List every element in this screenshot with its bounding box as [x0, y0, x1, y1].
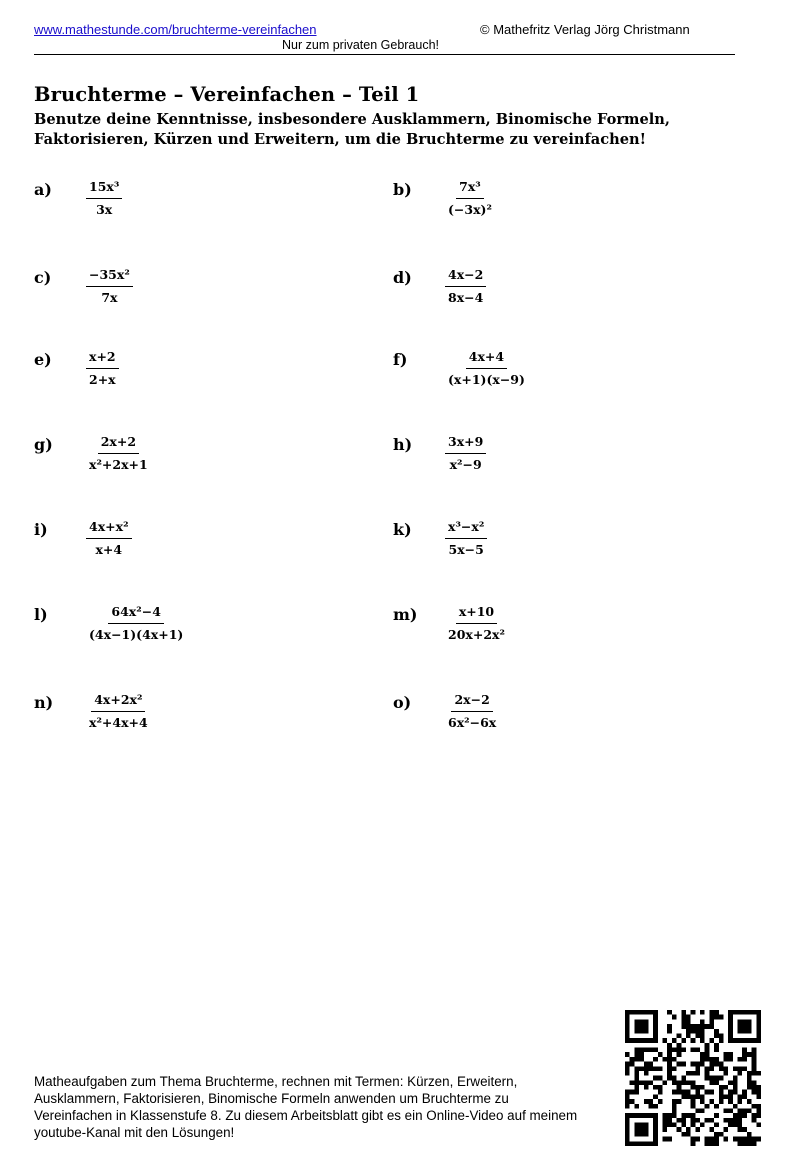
fraction — [445, 692, 499, 731]
numerator: x+10 — [456, 604, 497, 624]
fraction — [86, 267, 133, 306]
fraction — [445, 604, 508, 643]
exercise-label: l) — [34, 605, 48, 624]
numerator: −35x² — [86, 267, 133, 287]
numerator: 4x+x² — [86, 519, 132, 539]
exercise-label: b) — [393, 180, 412, 199]
exercise-label: a) — [34, 180, 52, 199]
fraction — [445, 267, 486, 306]
qr-code-icon[interactable] — [625, 1010, 761, 1146]
fraction — [86, 519, 132, 558]
numerator: 4x+2x² — [91, 692, 145, 712]
fraction — [445, 179, 495, 218]
fraction — [86, 349, 119, 388]
exercise-label: h) — [393, 435, 413, 454]
fraction — [86, 604, 186, 643]
numerator: 2x−2 — [451, 692, 492, 712]
denominator: 2+x — [89, 372, 116, 387]
fraction — [445, 434, 486, 473]
fraction — [445, 519, 487, 558]
exercise-label: c) — [34, 268, 52, 287]
exercise-label: i) — [34, 520, 48, 539]
numerator: 4x−2 — [445, 267, 486, 287]
footer-description: Matheaufgaben zum Thema Bruchterme, rechnen mit Termen: Kürzen, Erweitern, Ausklammern, Faktorisieren, Binomische Formeln anwenden um Bruchterme zu Vereinfachen in Klassenstufe 8. Zu diesem Arbeitsblatt gibt es ein Online-Video auf meinem youtube-Kanal mit den Lösungen! — [34, 1074, 578, 1140]
page-title: Bruchterme – Vereinfachen – Teil 1 — [34, 83, 420, 106]
denominator: (x+1)(x−9) — [448, 372, 525, 387]
numerator: 2x+2 — [98, 434, 139, 454]
denominator: 7x — [101, 290, 118, 305]
header-private-note: Nur zum privaten Gebrauch! — [282, 38, 440, 52]
instructions: Benutze deine Kenntnisse, insbesondere Ausklammern, Binomische Formeln, Faktorisieren, Kürzen und Erweitern, um die Bruchterme zu vereinfachen! — [34, 111, 670, 148]
exercise-label: n) — [34, 693, 54, 712]
denominator: x²−9 — [449, 457, 482, 472]
exercise-label: o) — [393, 693, 412, 712]
denominator: 6x²−6x — [448, 715, 497, 730]
denominator: x²+2x+1 — [89, 457, 148, 472]
exercise-label: d) — [393, 268, 412, 287]
numerator: x³−x² — [445, 519, 487, 539]
denominator: 3x — [96, 202, 113, 217]
header-url-link[interactable]: www.mathestunde.com/bruchterme-vereinfachen — [34, 22, 317, 37]
numerator: 4x+4 — [466, 349, 507, 369]
numerator: 64x²−4 — [108, 604, 164, 624]
denominator: x²+4x+4 — [89, 715, 148, 730]
fraction — [86, 179, 122, 218]
denominator: (4x−1)(4x+1) — [89, 627, 184, 642]
exercise-label: g) — [34, 435, 53, 454]
denominator: (−3x)² — [448, 202, 492, 217]
numerator: 15x³ — [86, 179, 122, 199]
fraction — [86, 434, 151, 473]
exercise-label: e) — [34, 350, 52, 369]
header-copyright: © Mathefritz Verlag Jörg Christmann — [480, 22, 690, 37]
denominator: 8x−4 — [448, 290, 484, 305]
exercise-label: k) — [393, 520, 412, 539]
numerator: 7x³ — [456, 179, 484, 199]
exercise-label: m) — [393, 605, 418, 624]
numerator: x+2 — [86, 349, 119, 369]
denominator: 5x−5 — [448, 542, 484, 557]
denominator: 20x+2x² — [448, 627, 505, 642]
fraction — [86, 692, 151, 731]
exercise-label: f) — [393, 350, 408, 369]
header-divider — [34, 54, 735, 55]
numerator: 3x+9 — [445, 434, 486, 454]
denominator: x+4 — [95, 542, 123, 557]
fraction — [445, 349, 528, 388]
